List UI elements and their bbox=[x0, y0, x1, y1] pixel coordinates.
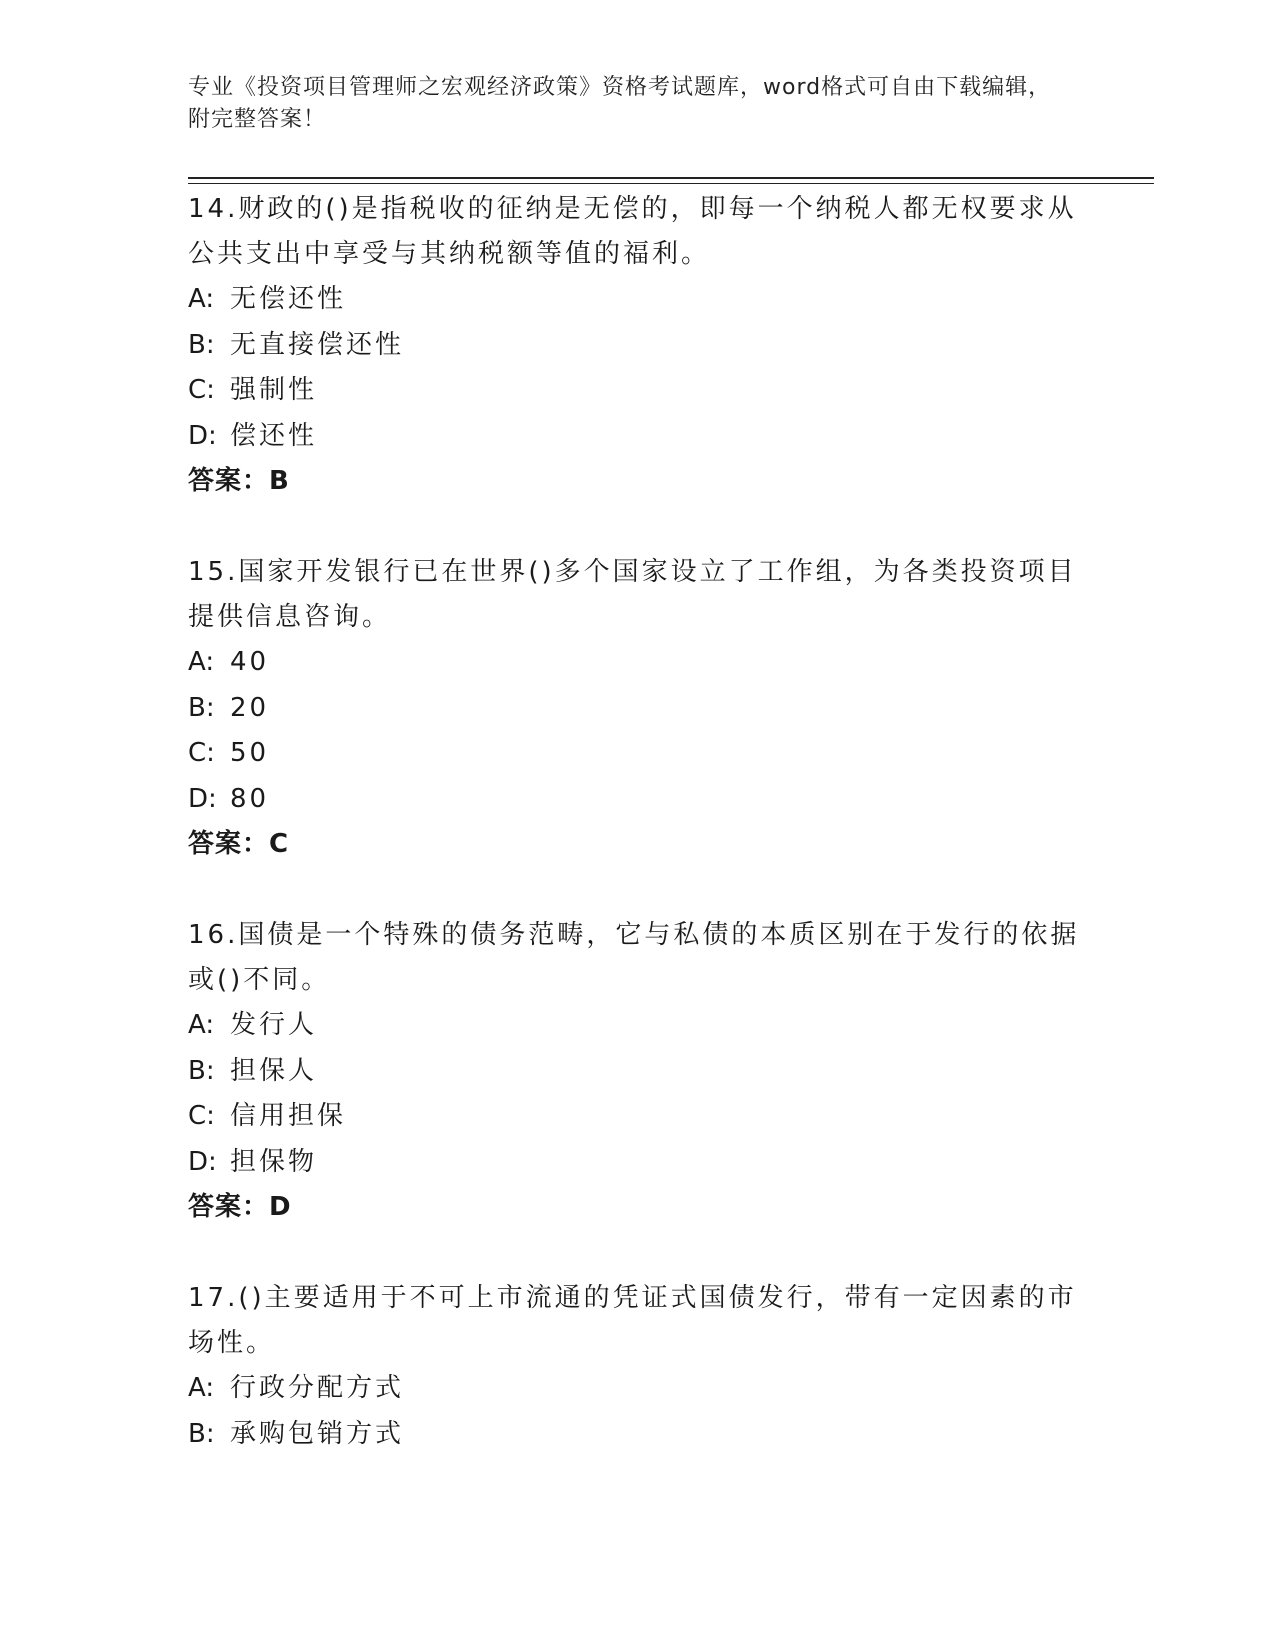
option-a bbox=[188, 640, 1088, 686]
option-letter: B: bbox=[188, 1055, 215, 1086]
option-a bbox=[188, 1003, 1088, 1049]
option-text: 承购包销方式 bbox=[230, 1418, 405, 1449]
option-d bbox=[188, 414, 1088, 460]
option-b bbox=[188, 686, 1088, 732]
option-b bbox=[188, 323, 1088, 369]
question-stem: 15.国家开发银行已在世界()多个国家设立了工作组，为各类投资项目提供信息咨询。 bbox=[188, 557, 1077, 632]
answer: 答案：C bbox=[188, 829, 290, 859]
option-c bbox=[188, 368, 1088, 414]
option-d bbox=[188, 1140, 1088, 1186]
option-letter: D: bbox=[188, 783, 217, 814]
document-header: 专业《投资项目管理师之宏观经济政策》资格考试题库，word格式可自由下载编辑，附完整答案！ bbox=[188, 75, 1052, 132]
question-15 bbox=[188, 550, 1088, 867]
option-letter: C: bbox=[188, 1101, 215, 1131]
option-text: 无直接偿还性 bbox=[230, 329, 405, 360]
option-text: 行政分配方式 bbox=[230, 1373, 405, 1403]
option-letter: D: bbox=[188, 420, 217, 451]
option-letter: A: bbox=[188, 647, 215, 677]
option-text: 强制性 bbox=[230, 375, 318, 405]
option-text: 无偿还性 bbox=[230, 284, 347, 314]
option-text: 担保人 bbox=[230, 1055, 318, 1086]
option-text: 担保物 bbox=[230, 1146, 318, 1177]
question-stem: 14.财政的()是指税收的征纳是无偿的，即每一个纳税人都无权要求从公共支出中享受与其纳税额等值的福利。 bbox=[188, 194, 1077, 269]
option-letter: A: bbox=[188, 1373, 215, 1403]
option-letter: D: bbox=[188, 1146, 217, 1177]
option-a bbox=[188, 1366, 1088, 1412]
option-text: 50 bbox=[230, 738, 270, 768]
option-text: 发行人 bbox=[230, 1010, 318, 1040]
option-d bbox=[188, 777, 1088, 823]
option-letter: C: bbox=[188, 375, 215, 405]
option-text: 40 bbox=[230, 647, 270, 677]
question-17 bbox=[188, 1276, 1088, 1457]
question-14 bbox=[188, 187, 1088, 504]
option-letter: B: bbox=[188, 692, 215, 723]
option-text: 偿还性 bbox=[230, 420, 318, 451]
option-c bbox=[188, 731, 1088, 777]
option-b bbox=[188, 1049, 1088, 1095]
header-divider-thick bbox=[188, 177, 1154, 179]
option-text: 80 bbox=[230, 783, 270, 814]
header-divider-thin bbox=[188, 183, 1154, 184]
option-text: 信用担保 bbox=[230, 1101, 347, 1131]
answer: 答案：B bbox=[188, 466, 290, 496]
option-b bbox=[188, 1412, 1088, 1458]
option-c bbox=[188, 1094, 1088, 1140]
option-letter: B: bbox=[188, 329, 215, 360]
option-letter: B: bbox=[188, 1418, 215, 1449]
answer: 答案：D bbox=[188, 1192, 292, 1222]
option-text: 20 bbox=[230, 692, 270, 723]
option-letter: C: bbox=[188, 738, 215, 768]
question-16 bbox=[188, 913, 1088, 1230]
option-letter: A: bbox=[188, 284, 215, 314]
question-stem: 16.国债是一个特殊的债务范畴，它与私债的本质区别在于发行的依据或()不同。 bbox=[188, 920, 1080, 995]
option-a bbox=[188, 277, 1088, 323]
question-stem: 17.()主要适用于不可上市流通的凭证式国债发行，带有一定因素的市场性。 bbox=[188, 1283, 1077, 1358]
option-letter: A: bbox=[188, 1010, 215, 1040]
